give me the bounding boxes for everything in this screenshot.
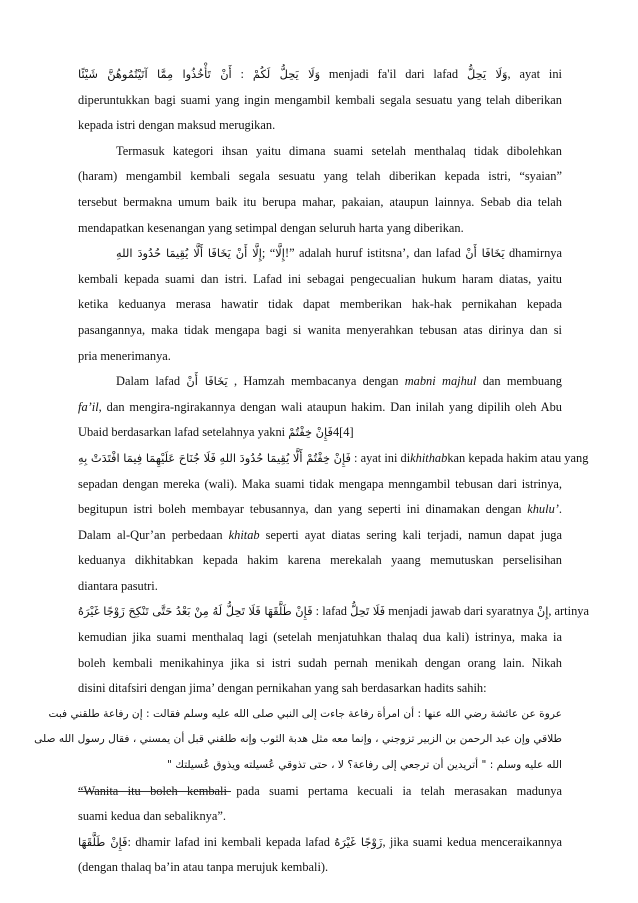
body-text: diantara pasutri. <box>78 578 158 593</box>
body-text: , ayat ini <box>507 67 562 81</box>
text-line <box>78 651 562 677</box>
text-line <box>78 62 562 88</box>
text-line <box>34 727 562 753</box>
paragraph <box>34 702 562 779</box>
paragraph <box>78 599 589 701</box>
body-text: kemudian jika suami menthalaq lagi (setelah menjatuhkan thalaq dua kali) istrinya, maka ia <box>78 630 562 645</box>
arabic-text: إِلَّا <box>275 246 285 261</box>
arabic-hadith-text: عروة عن عائشة رضي الله عنها : أن امرأة رفاعة جاءت إلى النبي صلى الله عليه وسلم فقالت : إن رفاعة طلقني فبت <box>48 707 562 720</box>
body-text: Ubaid berdasarkan lafad setelahnya yakni <box>78 425 289 440</box>
arabic-text: فَإِنْ طَلَّقَهَا <box>78 834 128 849</box>
body-text: keduanya dikhitabkan kepada hakim karena merekalah yaang memutuskan perselisihan <box>78 553 562 568</box>
paragraph <box>78 62 562 139</box>
text-line <box>78 369 562 395</box>
body-text: ; “ <box>261 246 276 261</box>
arabic-text: وَلَا يَحِلُّ لَكُمْ <box>252 67 321 81</box>
body-text: !” adalah huruf istitsna’, dan lafad <box>284 246 466 261</box>
text-line <box>78 753 562 779</box>
body-text: menjadi jawab dari syaratnya <box>385 604 537 619</box>
text-line <box>78 88 562 114</box>
arabic-hadith-text: طلاقي وإن عبد الرحمن بن الزبير تزوجني ، وإنما معه مثل هدبة الثوب وإنه طلقني قبل أن يمسني ، فقال رسول الله صلى <box>34 733 562 746</box>
paragraph <box>78 369 589 599</box>
body-text: , jika suami kedua menceraikannya <box>382 834 563 849</box>
body-text: seperti ayat diatas sering kali terjadi, namun dapat juga <box>259 527 562 542</box>
body-text: , artinya <box>548 604 589 619</box>
text-line <box>78 318 562 344</box>
arabic-text: وَلَا يَحِلُّ <box>466 67 508 81</box>
body-text: Dalam al-Qur’an perbedaan <box>78 527 229 542</box>
body-text: . <box>558 502 562 517</box>
body-text: (dengan thalaq ba’in atau tanpa merujuk kembali). <box>78 860 329 875</box>
text-line <box>78 139 562 165</box>
body-text: boleh kembali menikahinya jika si istri sudah pernah menikah dengan orang lain. Nikah <box>78 655 562 670</box>
body-text: disini ditafsiri dengan jima’ dengan pernikahan yang sah berdasarkan hadits sahih: <box>78 681 487 696</box>
body-text: kepada istri dengan maksud merugikan. <box>78 118 276 133</box>
text-line <box>78 830 562 856</box>
paragraph <box>78 241 562 369</box>
text-line <box>78 190 562 216</box>
text-line <box>78 292 562 318</box>
text-line <box>78 599 589 625</box>
body-text: begitupun istri boleh membayar tebusannya, dan yang seperti ini dinamakan dengan <box>78 502 528 517</box>
italic-term: khulu’ <box>527 502 559 517</box>
arabic-text: فَإِنْ خِفْتُمْ أَلَّا يُقِيمَا حُدُودَ اللهِ فَلَا جُنَاحَ عَلَيْهِمَا فِيمَا افْتَدَتْ بِهِ <box>78 450 351 465</box>
italic-term: khithab <box>410 450 448 465</box>
body-text: kembali kepada suami dan istri. Lafad ini sebagai pengecualian hukum haram diatas, yaitu <box>78 271 562 286</box>
body-text: : ayat ini di <box>350 450 411 465</box>
text-line <box>48 702 562 728</box>
body-text: mendapatkan kesenangan yang setimpal dengan seluruh harta yang diberikan. <box>78 220 464 235</box>
italic-term: khitab <box>228 527 260 542</box>
arabic-text: زَوْجًا غَيْرَهُ <box>334 834 383 849</box>
text-line <box>78 497 562 523</box>
arabic-text: أَنْ تَأْخُذُوا مِمَّا آتَيْتُمُوهُنَّ شَيْئًا <box>78 67 232 81</box>
text-line <box>78 472 562 498</box>
text-line <box>78 548 562 574</box>
paragraph <box>78 830 562 881</box>
arabic-text: إِلَّا أَنْ يَخَافَا أَلَّا يُقِيمَا حُدُودَ اللهِ <box>116 246 262 261</box>
text-line <box>78 395 562 421</box>
footnote-separator <box>78 791 231 792</box>
paragraph <box>78 139 562 241</box>
body-text: dan membuang <box>476 374 562 389</box>
text-line <box>78 676 562 702</box>
text-line <box>78 267 562 293</box>
arabic-text: فَإِنْ طَلَّقَهَا فَلَا تَحِلُّ لَهُ مِنْ بَعْدُ حَتَّى تَنْكِحَ زَوْجًا غَيْرَهُ <box>78 604 313 619</box>
body-text: (haram) mengambil kembali segala sesuatu yang telah diberikan kepada istri, “syaian” <box>78 169 562 184</box>
text-line <box>78 113 562 139</box>
text-line <box>78 164 562 190</box>
body-text: “Wanita itu boleh kembali pada suami pertama kecuali ia telah merasakan madunya <box>78 783 562 798</box>
text-line <box>78 804 562 830</box>
body-text: Termasuk kategori ihsan yaitu dimana suami setelah menthalaq tidak dibolehkan <box>116 143 562 158</box>
body-text: diperuntukkan bagi suami yang ingin mengambil kembali segala sesuatu yang telah diberikan <box>78 92 562 107</box>
arabic-text: إِنْ <box>536 604 549 619</box>
italic-term: mabni majhul <box>404 374 477 389</box>
body-text: tersebut bermakna umum baik itu berupa mahar, pakaian, ataupun lainnya. Sebab dia telah <box>78 194 562 209</box>
body-text: pasangannya, maka tidak mengapa bagi si wanita menyerahkan tebusan atas dirinya dan si <box>78 322 562 337</box>
body-text: : <box>231 67 253 81</box>
text-line <box>78 216 562 242</box>
text-line <box>78 241 562 267</box>
text-line <box>78 446 589 472</box>
body-text: dhamirnya <box>504 246 562 261</box>
arabic-text: فَإِنْ خِفْتُمْ <box>288 425 333 440</box>
text-line <box>78 344 562 370</box>
text-line <box>78 625 562 651</box>
text-line <box>78 420 562 446</box>
body-text: sepadan dengan mereka (wali). Maka suami tidak mengapa menngambil tebusan dari istrinya, <box>78 476 562 491</box>
body-text: suami kedua dan sebaliknya”. <box>78 809 226 824</box>
text-line <box>78 523 562 549</box>
body-text: : lafad <box>312 604 351 619</box>
body-text: Dalam lafad <box>116 374 187 389</box>
body-text: kan kepada hakim atau yang <box>447 450 589 465</box>
body-text: , Hamzah membacanya dengan <box>227 374 405 389</box>
body-text: : dhamir lafad ini kembali kepada lafad <box>127 834 335 849</box>
body-text: , dan mengira-ngirakannya dengan wali ataupun hakim. Dan inilah yang dipilih oleh Abu <box>98 399 562 414</box>
italic-term: fa’il <box>78 399 99 414</box>
arabic-hadith-text: الله عليه وسلم : " أتريدين أن ترجعي إلى رفاعة؟ لا ، حتى تذوقي عُسيلته ويذوق عُسيلتك " <box>167 759 562 772</box>
body-text: menjadi fa'il dari lafad <box>320 67 467 81</box>
paragraph <box>78 779 562 830</box>
arabic-text: يَخَافَا أَنْ <box>186 374 228 389</box>
text-line <box>78 855 562 881</box>
body-text: pria menerimanya. <box>78 348 171 363</box>
text-line <box>78 574 562 600</box>
body-text: ketika keduanya merasa hawatir tidak dapat memberikan hak-hak pernikahan kepada <box>78 297 562 312</box>
arabic-text: فَلَا تَحِلُّ <box>350 604 386 619</box>
arabic-text: يَخَافَا أَنْ <box>465 246 505 261</box>
body-text: 4[4] <box>332 425 354 440</box>
